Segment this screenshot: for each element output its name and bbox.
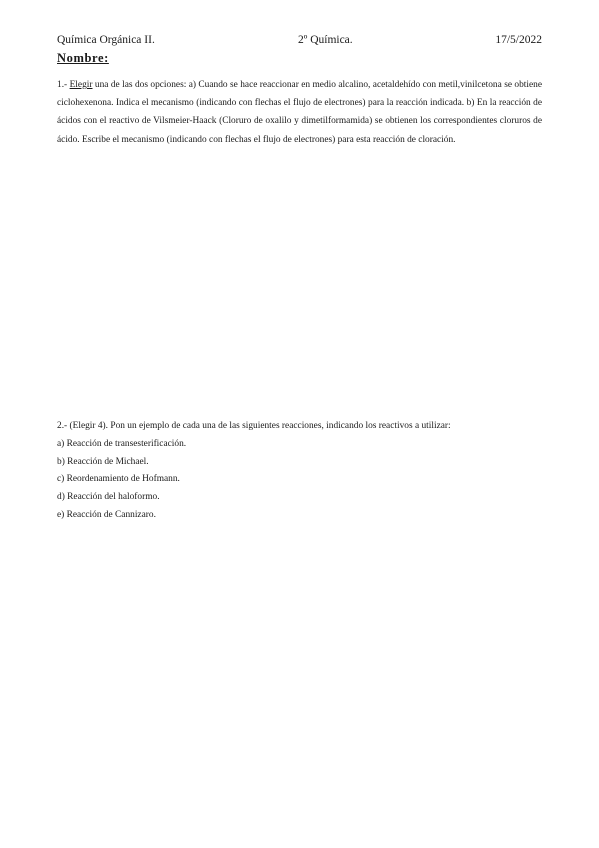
question-2-item-d: d) Reacción del haloformo. — [57, 492, 160, 503]
question-2-item-b: b) Reacción de Michael. — [57, 456, 149, 467]
question-2-intro: 2.- (Elegir 4). Pon un ejemplo de cada una de las siguientes reacciones, indicando los reactivos a utilizar: — [57, 421, 451, 431]
exam-date: 17/5/2022 — [495, 34, 542, 46]
name-label: Nombre: — [57, 51, 109, 65]
question-2 — [57, 418, 542, 525]
question-1-number: 1.- — [57, 80, 70, 90]
question-1-text: una de las dos opciones: a) Cuando se hace reaccionar en medio alcalino, acetaldehído con metil,vinilcetona se obtiene ciclohexenona. Indica el mecanismo (indicando con flechas el flujo de electrones) para la reacción indicada. b) En la reacción de ácidos con el reactivo de Vilsmeier-Haack (Cloruro de oxalilo y dimetilformamida) se obtienen los correspondientes cloruros de ácido. Escribe el mecanismo (indicando con flechas el flujo de electrones) para esta reacción de cloración. — [57, 80, 543, 145]
question-1 — [57, 76, 542, 149]
group-label: 2º Química. — [298, 34, 353, 46]
question-2-item-c: c) Reordenamiento de Hofmann. — [57, 474, 180, 485]
question-2-item-a: a) Reacción de transesterificación. — [57, 438, 187, 449]
question-2-item-e: e) Reacción de Cannizaro. — [57, 509, 156, 520]
course-title: Química Orgánica II. — [57, 34, 155, 46]
header — [57, 34, 542, 50]
question-1-choose: Elegir — [69, 80, 93, 90]
